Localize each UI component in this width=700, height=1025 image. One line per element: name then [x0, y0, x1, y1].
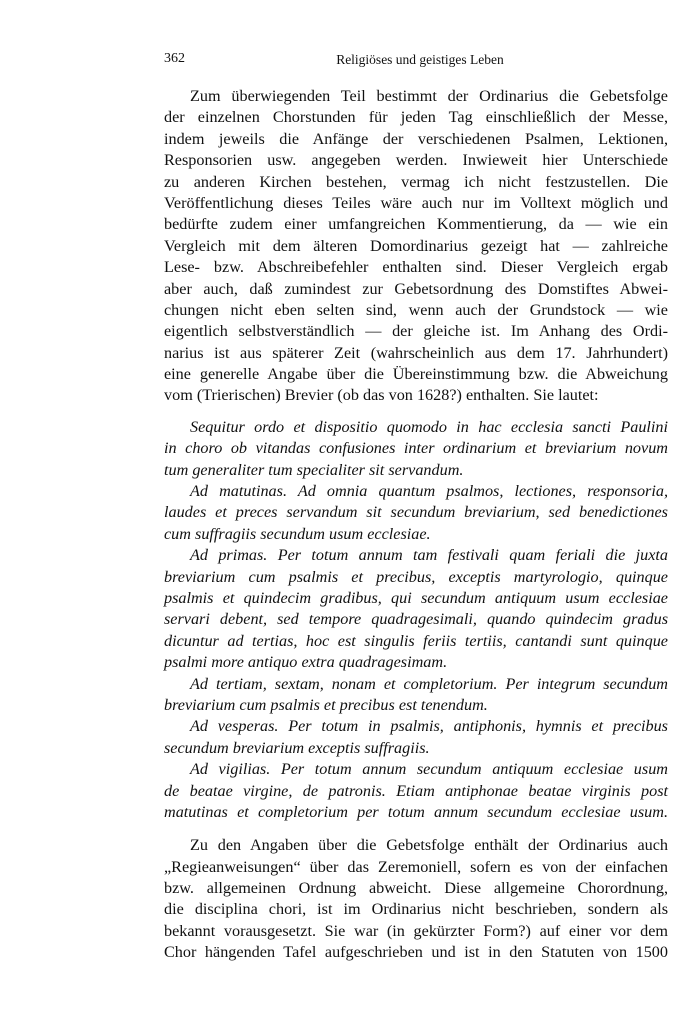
text-line: eine generelle Angabe über die Übereinstimmung bzw. die Abweichung: [164, 365, 668, 384]
text-line: eigentlich selbstverständlich — der gleiche ist. Im Anhang des Ordi-: [164, 322, 668, 341]
page-number: 362: [164, 51, 185, 66]
text-line: Chor hängenden Tafel aufgeschrieben und ist in den Statuten von 1500: [164, 943, 668, 962]
text-line: chungen nicht eben selten sind, wenn auch der Grundstock — wie: [164, 300, 668, 319]
quote-line: Ad vigilias. Per totum annum secundum antiquum ecclesiae usum: [190, 760, 668, 779]
text-line: vom (Trierischen) Brevier (ob das von 1628?) enthalten. Sie lautet:: [164, 386, 599, 405]
text-line: aber auch, daß zumindest zur Gebetsordnung des Domstiftes Abwei-: [164, 279, 668, 298]
block-gap: [164, 823, 668, 835]
text-line: bekannt vorausgesetzt. Sie war (in gekürzter Form?) auf einer vor dem: [164, 921, 668, 940]
quote-line: cum suffragiis secundum usum ecclesiae.: [164, 524, 431, 543]
text-line: der einzelnen Chorstunden für jeden Tag einschließlich der Messe,: [164, 108, 668, 127]
quote-line: laudes et preces servandum sit secundum breviarium, sed benedictiones: [164, 503, 668, 522]
paragraph-ceremonial: [164, 835, 668, 963]
quote-line: dicuntur ad tertias, hoc est singulis feriis tertiis, cantandi sunt quinque: [164, 631, 668, 650]
quote-line: de beatae virgine, de patronis. Etiam antiphonae beatae virginis post: [164, 781, 668, 800]
quote-line: breviarium cum psalmis et precibus, exceptis martyrologio, quinque: [164, 567, 668, 586]
text-line: Zum überwiegenden Teil bestimmt der Ordinarius die Gebetsfolge: [190, 87, 668, 105]
text-line: narius ist aus späterer Zeit (wahrscheinlich aus dem 17. Jahrhundert): [164, 343, 668, 362]
quote-line: Ad primas. Per totum annum tam festivali quam feriali die juxta: [190, 546, 668, 565]
page-body: [164, 86, 668, 964]
text-line: bedürfte zudem einer umfangreichen Kommentierung, da — wie ein: [164, 215, 668, 234]
quote-line: Sequitur ordo et dispositio quomodo in hac ecclesia sancti Paulini: [190, 417, 668, 436]
text-line: indem jeweils die Anfänge der verschiedenen Psalmen, Lektionen,: [164, 129, 668, 148]
text-line: Zu den Angaben über die Gebetsfolge enthält der Ordinarius auch: [190, 836, 668, 855]
quote-line: psalmis et quindecim gradibus, qui secundum antiquum usum ecclesiae: [164, 588, 668, 607]
quote-line: matutinas et completorium per totum annum secundum ecclesiae usum.: [164, 802, 668, 821]
text-line: Lese- bzw. Abschreibefehler enthalten sind. Dieser Vergleich ergab: [164, 258, 668, 277]
paragraph-intro: [164, 86, 668, 407]
quote-line: servari debent, sed tempore quadragesimali, quando quindecim gradus: [164, 610, 668, 629]
quote-line: secundum breviarium exceptis suffragiis.: [164, 738, 430, 757]
quote-line: psalmi more antiquo extra quadragesimam.: [164, 653, 448, 672]
quote-line: breviarium cum psalmis et precibus est tenendum.: [164, 695, 488, 714]
text-line: Responsorien usw. angegeben werden. Inwieweit hier Unterschiede: [164, 151, 668, 170]
latin-quotation: [164, 417, 668, 823]
text-line: zu anderen Kirchen bestehen, vermag ich nicht festzustellen. Die: [164, 172, 668, 191]
text-line: „Regieanweisungen“ über das Zeremoniell, sofern es von der einfachen: [164, 857, 668, 876]
quote-line: Ad vesperas. Per totum in psalmis, antiphonis, hymnis et precibus: [190, 717, 668, 736]
quote-line: Ad tertiam, sextam, nonam et completorium. Per integrum secundum: [190, 674, 668, 693]
quote-line: Ad matutinas. Ad omnia quantum psalmos, lectiones, responsoria,: [190, 482, 668, 501]
text-line: bzw. allgemeinen Ordnung abweicht. Diese allgemeine Chorordnung,: [164, 879, 668, 898]
text-line: Veröffentlichung dieses Teiles wäre auch nur im Volltext möglich und: [164, 193, 668, 212]
quote-line: in choro ob vitandas confusiones inter ordinarium et breviarium novum: [164, 439, 668, 458]
text-line: Vergleich mit dem älteren Domordinarius gezeigt hat — zahlreiche: [164, 236, 668, 255]
quote-line: tum generaliter tum specialiter sit servandum.: [164, 460, 464, 479]
text-line: die disciplina chori, ist im Ordinarius nicht beschrieben, sondern als: [164, 900, 668, 919]
running-title: Religiöses und geistiges Leben: [336, 52, 504, 67]
